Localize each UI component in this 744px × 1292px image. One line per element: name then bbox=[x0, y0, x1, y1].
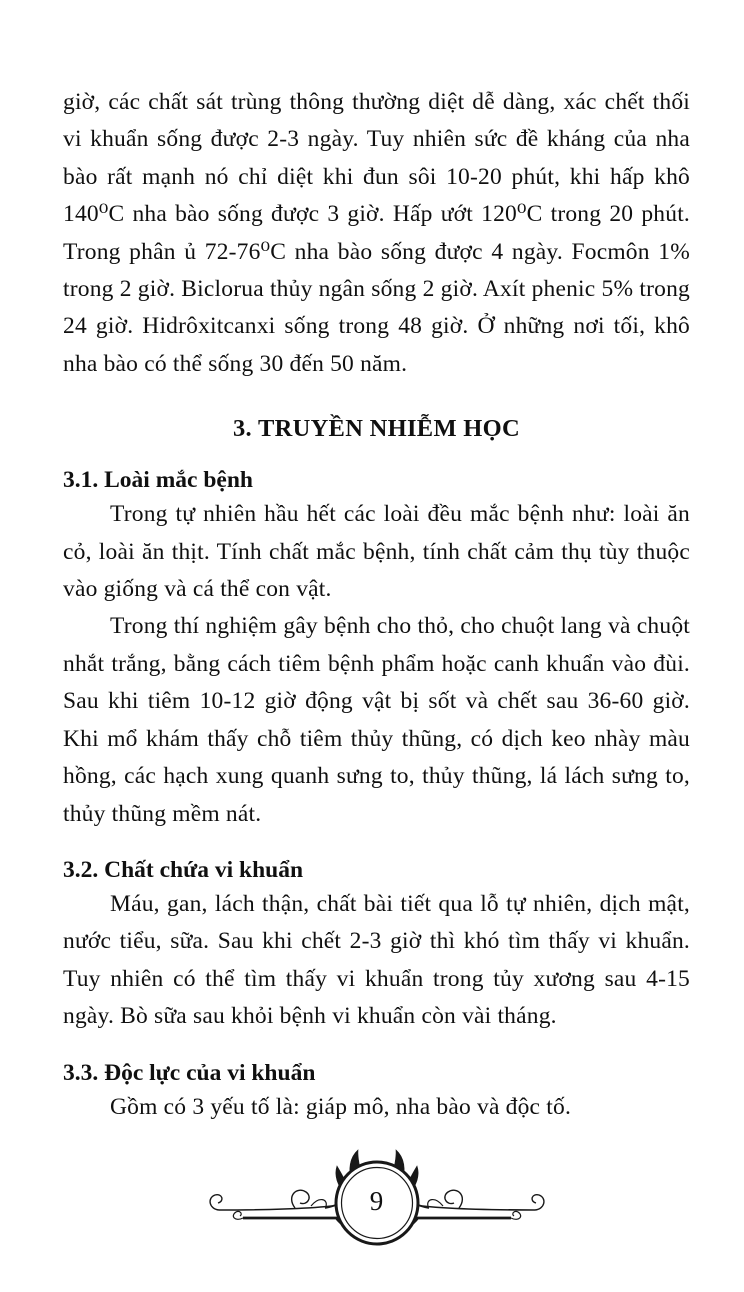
page-number: 9 bbox=[369, 1185, 384, 1216]
section-heading-3-3: 3.3. Độc lực của vi khuẩn bbox=[63, 1059, 316, 1086]
paragraph: Trong tự nhiên hầu hết các loài đều mắc bệnh như: loài ăn cỏ, loài ăn thịt. Tính chất mắc bệnh, tính chất cảm thụ tùy thuộc vào giống và cá thể con vật. bbox=[63, 501, 690, 603]
paragraph: Máu, gan, lách thận, chất bài tiết qua lỗ tự nhiên, dịch mật, nước tiểu, sữa. Sau khi chết 2-3 giờ thì khó tìm thấy vi khuẩn. Tuy nhiên có thể tìm thấy vi khuẩn trong tủy xương sau 4-15 ngày. Bò sữa sau khỏi bệnh vi khuẩn còn vài tháng. bbox=[63, 890, 690, 1030]
section-heading-3-1: 3.1. Loài mắc bệnh bbox=[63, 467, 253, 494]
page-footer bbox=[207, 1148, 547, 1260]
paragraph: Gồm có 3 yếu tố là: giáp mô, nha bào và độc tố. bbox=[110, 1093, 572, 1120]
paragraph-continuation: giờ, các chất sát trùng thông thường diệt dễ dàng, xác chết thối vi khuẩn sống được 2-3 ngày. Tuy nhiên sức đề kháng của nha bào rất mạnh nó chỉ diệt khi đun sôi 10-20 phút, khi hấp khô 140⁰C nha bào sống được 3 giờ. Hấp ướt 120⁰C trong 20 phút. Trong phân ủ 72-76⁰C nha bào sống được 4 ngày. Focmôn 1% trong 2 giờ. Biclorua thủy ngân sống 2 giờ. Axít phenic 5% trong 24 giờ. Hidrôxitcanxi sống trong 48 giờ. Ở những nơi tối, khô nha bào có thể sống 30 đến 50 năm. bbox=[63, 89, 690, 377]
chapter-heading: 3. TRUYỀN NHIỄM HỌC bbox=[232, 415, 521, 443]
paragraph: Trong thí nghiệm gây bệnh cho thỏ, cho chuột lang và chuột nhắt trắng, bằng cách tiêm bệnh phẩm hoặc canh khuẩn vào đùi. Sau khi tiêm 10-12 giờ động vật bị sốt và chết sau 36-60 giờ. Khi mổ khám thấy chỗ tiêm thủy thũng, có dịch keo nhày màu hồng, các hạch xung quanh sưng to, thủy thũng, lá lách sưng to, thủy thũng mềm nát. bbox=[63, 613, 690, 827]
section-heading-3-2: 3.2. Chất chứa vi khuẩn bbox=[63, 856, 304, 883]
